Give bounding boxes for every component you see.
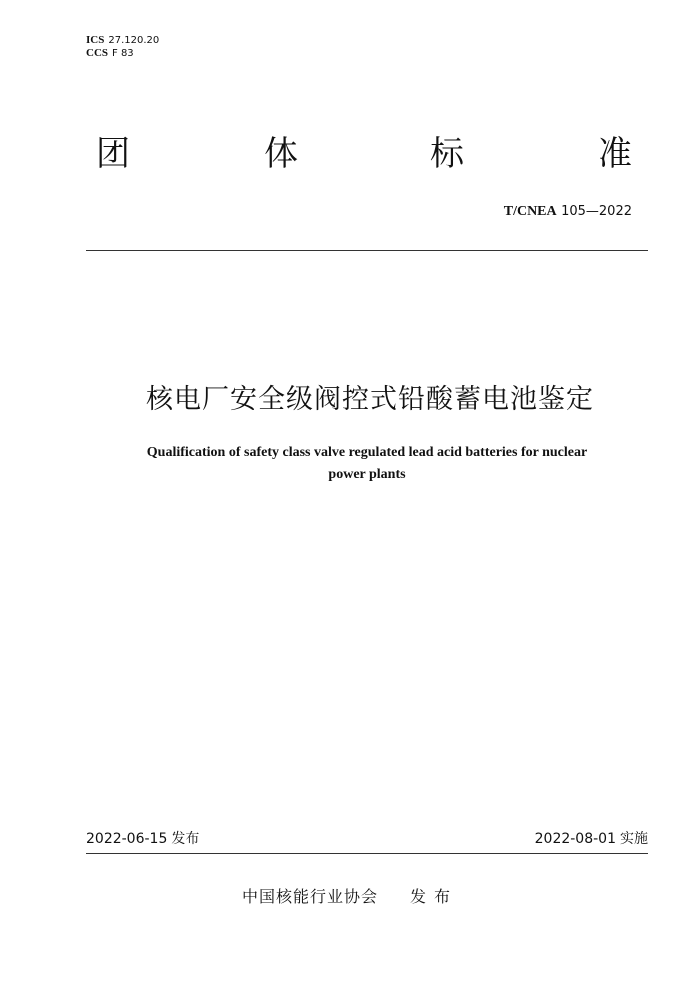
standard-number-prefix: T/CNEA: [503, 204, 557, 219]
publisher-organization: 中国核能行业协会: [241, 887, 378, 906]
standard-number-value: 105—2022: [561, 204, 632, 219]
issue-date-label: 发布: [171, 831, 200, 847]
ics-code: [86, 34, 159, 47]
standard-type-char-3: 标: [430, 134, 464, 174]
classification-codes: [86, 34, 159, 60]
header-divider: [86, 250, 648, 251]
ccs-code: [86, 47, 159, 60]
ics-label: ICS: [86, 34, 105, 46]
implementation-date: [535, 830, 648, 848]
standard-type-char-2: 体: [264, 134, 298, 174]
standard-number: [504, 203, 632, 220]
implementation-date-value: 2022-08-01: [534, 831, 616, 847]
standard-type-char-1: 团: [96, 134, 130, 174]
document-title-english: [100, 442, 634, 486]
issue-date-value: 2022-06-15: [86, 831, 168, 847]
footer-divider: [86, 853, 648, 854]
document-title-chinese: 核电厂安全级阀控式铅酸蓄电池鉴定: [146, 384, 594, 415]
document-title-english-line-2: power plants: [328, 467, 406, 482]
publisher: [0, 887, 700, 907]
ccs-label: CCS: [86, 47, 109, 59]
ccs-value: F 83: [112, 48, 134, 59]
implementation-date-label: 实施: [620, 831, 648, 847]
standard-type-char-4: 准: [598, 134, 632, 174]
ics-value: 27.120.20: [108, 35, 160, 46]
publisher-action: 发布: [410, 887, 459, 906]
issue-date: [86, 830, 199, 848]
document-title-english-line-1: Qualification of safety class valve regulated lead acid batteries for nuclear: [146, 445, 588, 460]
